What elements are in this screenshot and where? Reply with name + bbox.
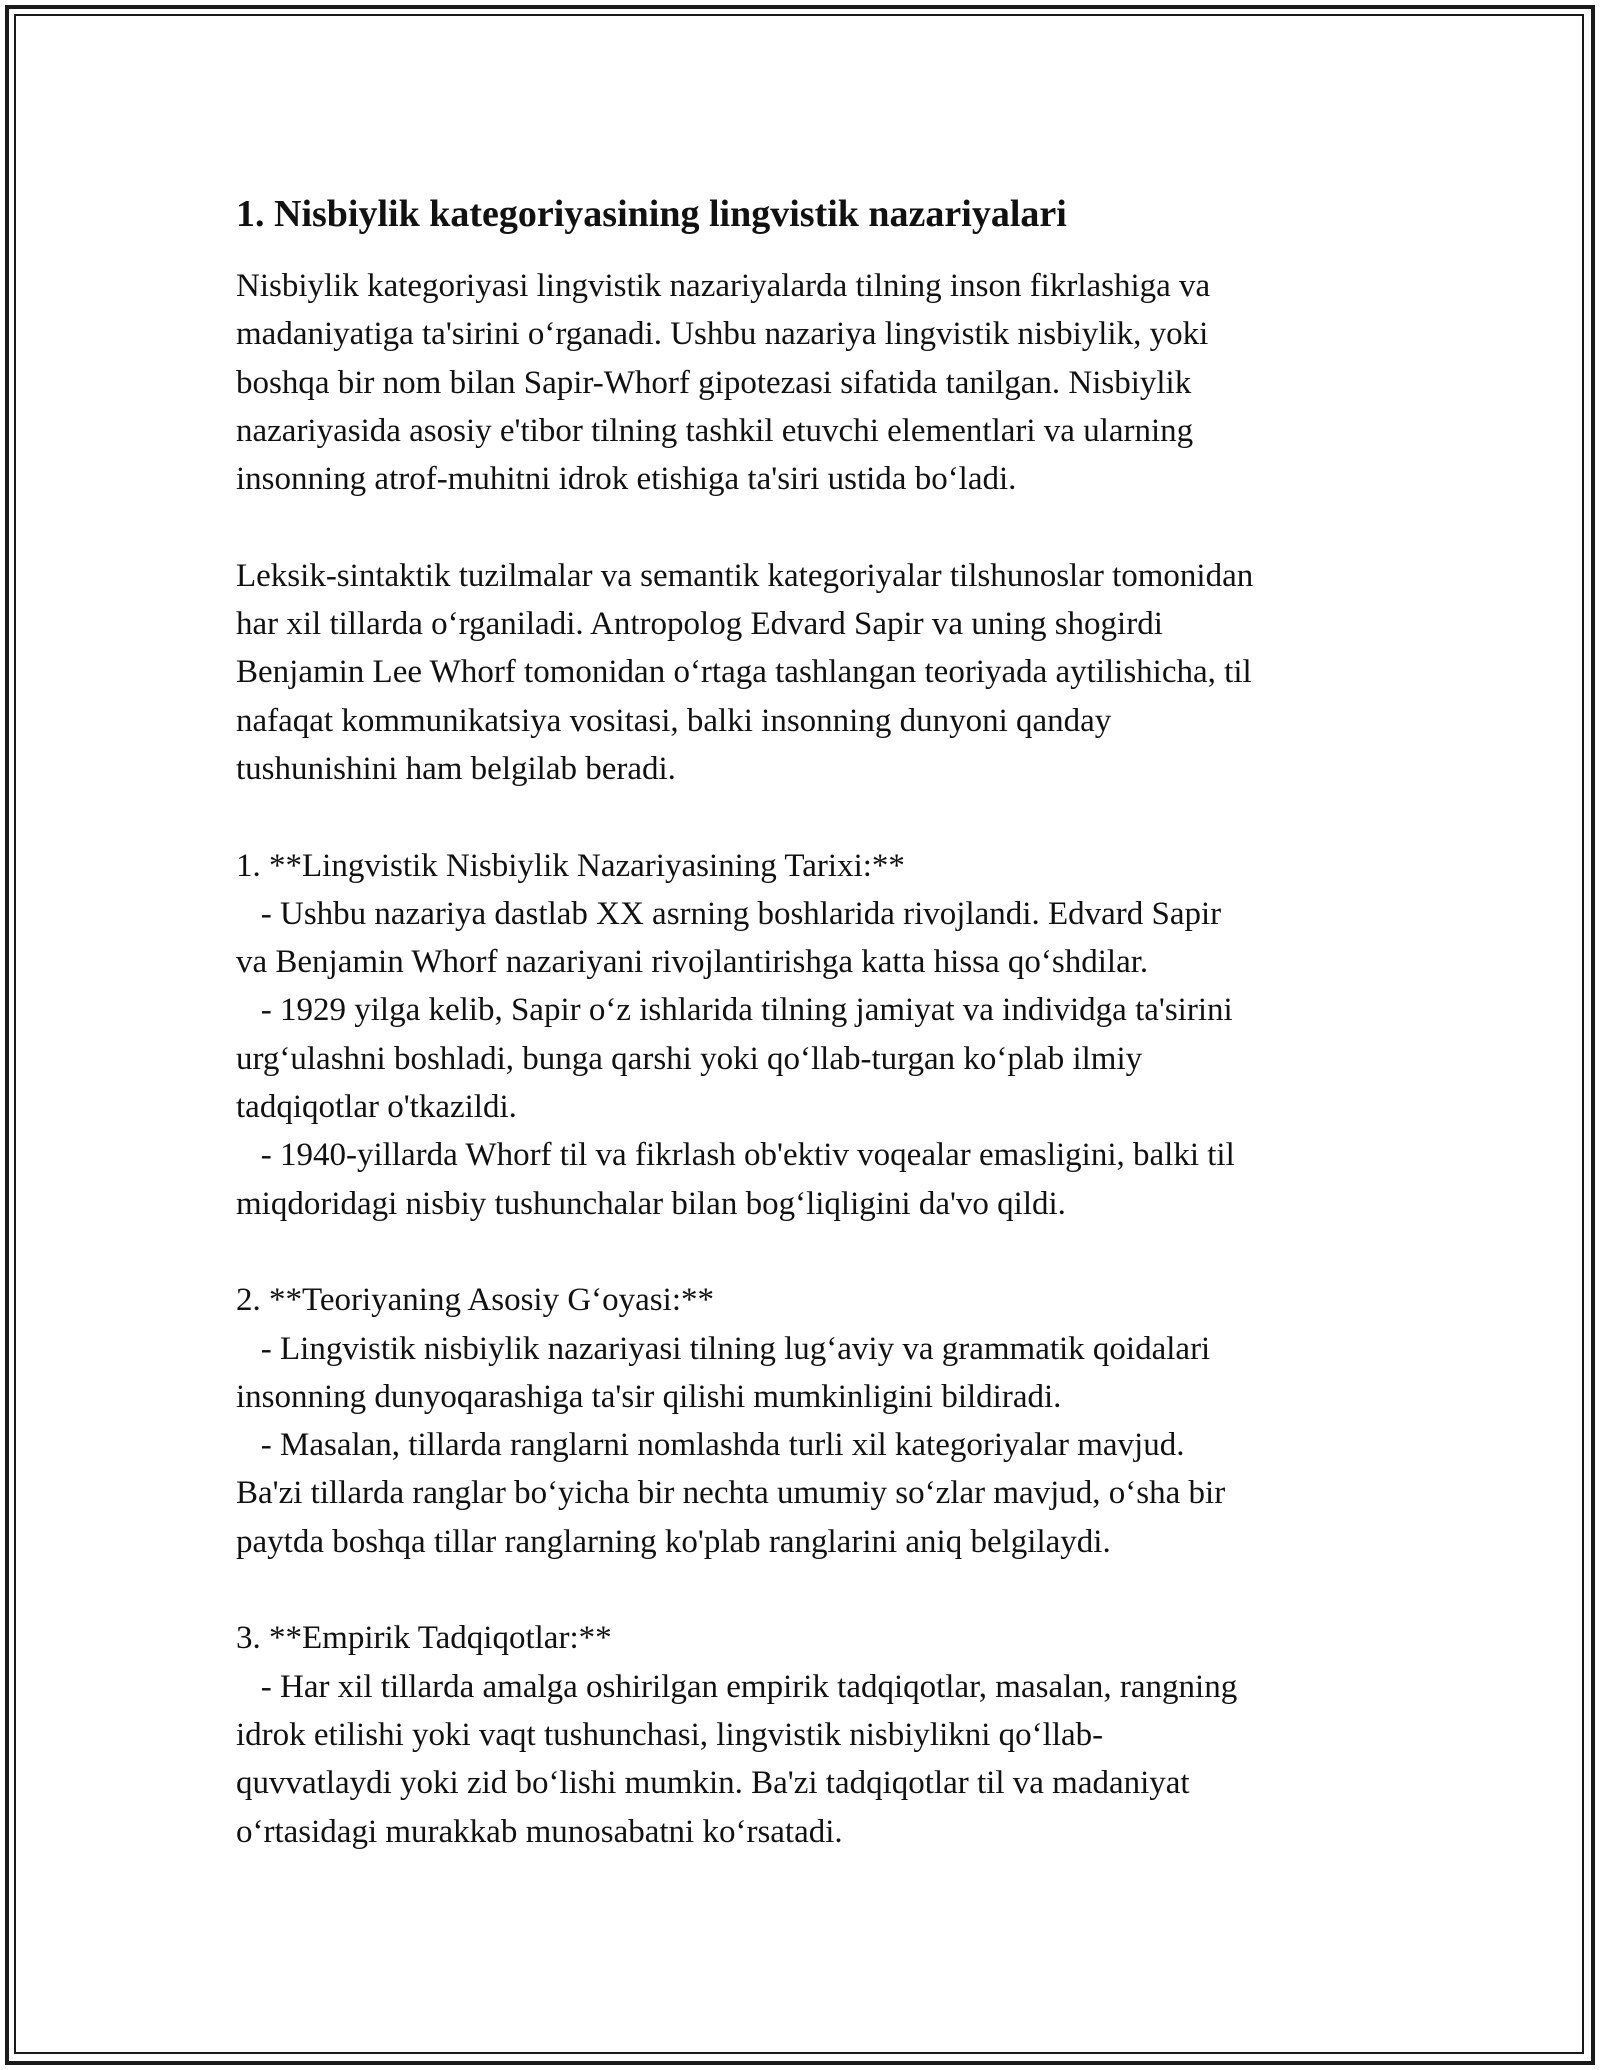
text-line: insonning dunyoqarashiga ta'sir qilishi mumkinligini bildiradi. [236,1378,1062,1415]
text-line: Leksik-sintaktik tuzilmalar va semantik kategoriyalar tilshunoslar tomonidan [236,557,1254,594]
text-line: 1. **Lingvistik Nisbiylik Nazariyasining Tarixi:** [236,847,905,884]
text-line: nazariyasida asosiy e'tibor tilning tashkil etuvchi elementlari va ularning [236,412,1194,449]
text-line: idrok etilishi yoki vaqt tushunchasi, lingvistik nisbiylikni qo‘llab- [236,1716,1104,1753]
blank-line [236,1228,1376,1276]
text-line: madaniyatiga ta'sirini o‘rganadi. Ushbu nazariya lingvistik nisbiylik, yoki [236,316,1209,353]
text-line: insonning atrof-muhitni idrok etishiga ta'siri ustida bo‘ladi. [236,461,1017,498]
blank-line [236,1566,1376,1614]
text-line: 2. **Teoriyaning Asosiy G‘oyasi:** [236,1282,714,1319]
text-line: - Ushbu nazariya dastlab XX asrning boshlarida rivojlandi. Edvard Sapir [236,895,1222,932]
text-line: Ba'zi tillarda ranglar bo‘yicha bir nechta umumiy so‘zlar mavjud, o‘sha bir [236,1475,1226,1512]
blank-line [236,503,1376,551]
text-line: har xil tillarda o‘rganiladi. Antropolog Edvard Sapir va uning shogirdi [236,606,1163,643]
text-line: - 1929 yilga kelib, Sapir o‘z ishlarida tilning jamiyat va individga ta'sirini [236,992,1233,1029]
text-line: 3. **Empirik Tadqiqotlar:** [236,1620,612,1657]
text-line: urg‘ulashni boshladi, bunga qarshi yoki qo‘llab-turgan ko‘plab ilmiy [236,1040,1143,1077]
blank-line [236,793,1376,841]
text-line: - Har xil tillarda amalga oshirilgan empirik tadqiqotlar, masalan, rangning [236,1668,1238,1705]
text-line: o‘rtasidagi murakkab munosabatni ko‘rsatadi. [236,1813,843,1850]
text-block [236,262,1376,1856]
text-line: nafaqat kommunikatsiya vositasi, balki insonning dunyoni qanday [236,702,1112,739]
section-heading: 1. Nisbiylik kategoriyasining lingvistik nazariyalari [236,193,1067,235]
text-line: tadqiqotlar o'tkazildi. [236,1089,517,1126]
document-body [236,186,1376,1856]
text-line: boshqa bir nom bilan Sapir-Whorf gipotezasi sifatida tanilgan. Nisbiylik [236,364,1192,401]
text-line: - 1940-yillarda Whorf til va fikrlash ob'ektiv voqealar emasligini, balki til [236,1137,1235,1174]
text-line: - Lingvistik nisbiylik nazariyasi tilning lug‘aviy va grammatik qoidalari [236,1330,1211,1367]
text-line: - Masalan, tillarda ranglarni nomlashda turli xil kategoriyalar mavjud. [236,1427,1185,1464]
text-line: paytda boshqa tillar ranglarning ko'plab ranglarini aniq belgilaydi. [236,1523,1111,1560]
text-line: miqdoridagi nisbiy tushunchalar bilan bog‘liqligini da'vo qildi. [236,1185,1066,1222]
text-line: va Benjamin Whorf nazariyani rivojlantirishga katta hissa qo‘shdilar. [236,944,1149,981]
text-line: tushunishini ham belgilab beradi. [236,750,676,787]
text-line: Nisbiylik kategoriyasi lingvistik nazariyalarda tilning inson fikrlashiga va [236,268,1211,304]
text-line: Benjamin Lee Whorf tomonidan o‘rtaga tashlangan teoriyada aytilishicha, til [236,654,1252,691]
text-line: quvvatlaydi yoki zid bo‘lishi mumkin. Ba'zi tadqiqotlar til va madaniyat [236,1765,1190,1802]
